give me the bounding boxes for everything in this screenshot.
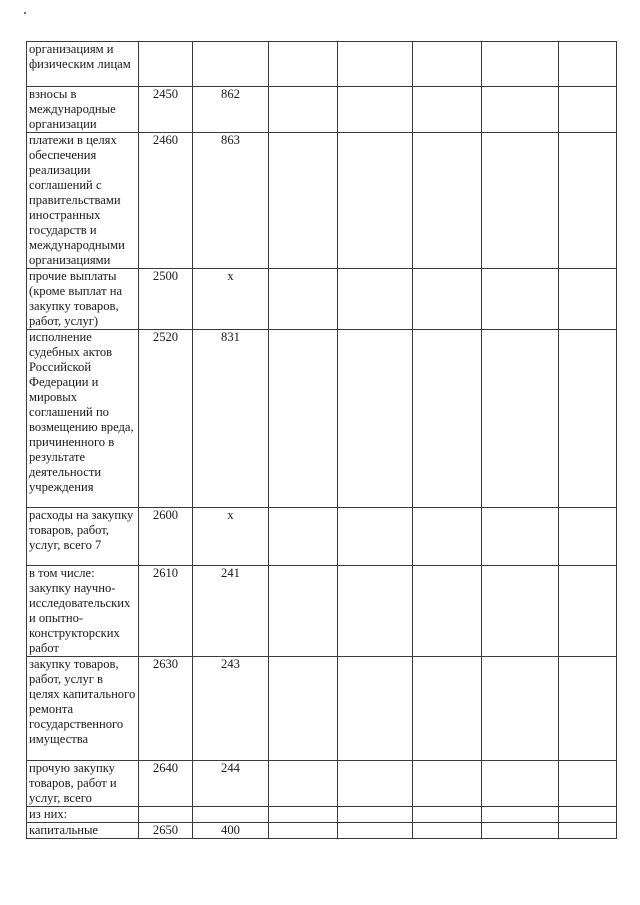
value-cell [413,823,482,839]
value-cell [413,42,482,87]
value-cell [269,761,338,807]
row-label: взносы в международные организации [27,87,139,133]
row-label: прочие выплаты (кроме выплат на закупку товаров, работ, услуг) [27,269,139,330]
value-cell [482,566,559,657]
value-cell [269,269,338,330]
value-cell [559,657,617,761]
table-row [27,42,617,87]
value-cell [413,87,482,133]
value-cell [413,330,482,508]
value-cell [338,330,413,508]
row-code: 2450 [139,87,193,133]
row-label: исполнение судебных актов Российской Федерации и мировых соглашений по возмещению вреда, причиненного в результате деятельности учреждения [27,330,139,508]
value-cell [413,807,482,823]
table-row [27,823,617,839]
row-code: 2500 [139,269,193,330]
table-row [27,566,617,657]
value-cell [338,133,413,269]
value-cell [413,269,482,330]
value-cell [482,807,559,823]
row-code [139,42,193,87]
value-cell [269,657,338,761]
value-cell [482,42,559,87]
row-label: организациям и физическим лицам [27,42,139,87]
table-row [27,761,617,807]
row-label: прочую закупку товаров, работ и услуг, всего [27,761,139,807]
value-cell [338,269,413,330]
value-cell [559,330,617,508]
row-label: расходы на закупку товаров, работ, услуг, всего 7 [27,508,139,566]
value-cell [269,807,338,823]
value-cell [269,508,338,566]
value-cell [559,508,617,566]
row-budget-code: 862 [193,87,269,133]
row-label: платежи в целях обеспечения реализации соглашений с правительствами иностранных государств и международными организациями [27,133,139,269]
value-cell [269,87,338,133]
value-cell [338,87,413,133]
table-row [27,87,617,133]
value-cell [269,823,338,839]
table-row [27,807,617,823]
value-cell [559,761,617,807]
table-row [27,330,617,508]
value-cell [482,823,559,839]
value-cell [269,330,338,508]
row-label: закупку товаров, работ, услуг в целях капитального ремонта государственного имущества [27,657,139,761]
value-cell [413,508,482,566]
value-cell [269,42,338,87]
row-code: 2600 [139,508,193,566]
value-cell [338,823,413,839]
row-label: капитальные [27,823,139,839]
value-cell [482,657,559,761]
value-cell [559,133,617,269]
table-row [27,269,617,330]
row-budget-code: 400 [193,823,269,839]
row-budget-code [193,42,269,87]
row-label: из них: [27,807,139,823]
row-budget-code: 243 [193,657,269,761]
table-body [27,42,617,839]
row-label: в том числе: закупку научно-исследовательских и опытно-конструкторских работ [27,566,139,657]
row-budget-code: 244 [193,761,269,807]
row-code: 2650 [139,823,193,839]
row-budget-code [193,807,269,823]
value-cell [559,807,617,823]
row-budget-code: х [193,508,269,566]
value-cell [559,42,617,87]
value-cell [269,566,338,657]
value-cell [559,566,617,657]
financial-plan-table [26,41,617,839]
value-cell [559,823,617,839]
value-cell [338,761,413,807]
value-cell [338,566,413,657]
row-budget-code: 863 [193,133,269,269]
value-cell [482,761,559,807]
value-cell [338,807,413,823]
row-code: 2520 [139,330,193,508]
row-code [139,807,193,823]
value-cell [482,87,559,133]
table-row [27,508,617,566]
table-row [27,133,617,269]
row-budget-code: 241 [193,566,269,657]
scan-speck [24,12,26,14]
row-code: 2630 [139,657,193,761]
row-code: 2610 [139,566,193,657]
value-cell [482,133,559,269]
row-budget-code: 831 [193,330,269,508]
value-cell [413,133,482,269]
value-cell [338,657,413,761]
table-row [27,657,617,761]
row-code: 2460 [139,133,193,269]
value-cell [338,508,413,566]
value-cell [338,42,413,87]
value-cell [559,87,617,133]
row-code: 2640 [139,761,193,807]
value-cell [413,761,482,807]
row-budget-code: х [193,269,269,330]
value-cell [269,133,338,269]
value-cell [482,269,559,330]
value-cell [482,508,559,566]
value-cell [559,269,617,330]
value-cell [482,330,559,508]
value-cell [413,657,482,761]
value-cell [413,566,482,657]
